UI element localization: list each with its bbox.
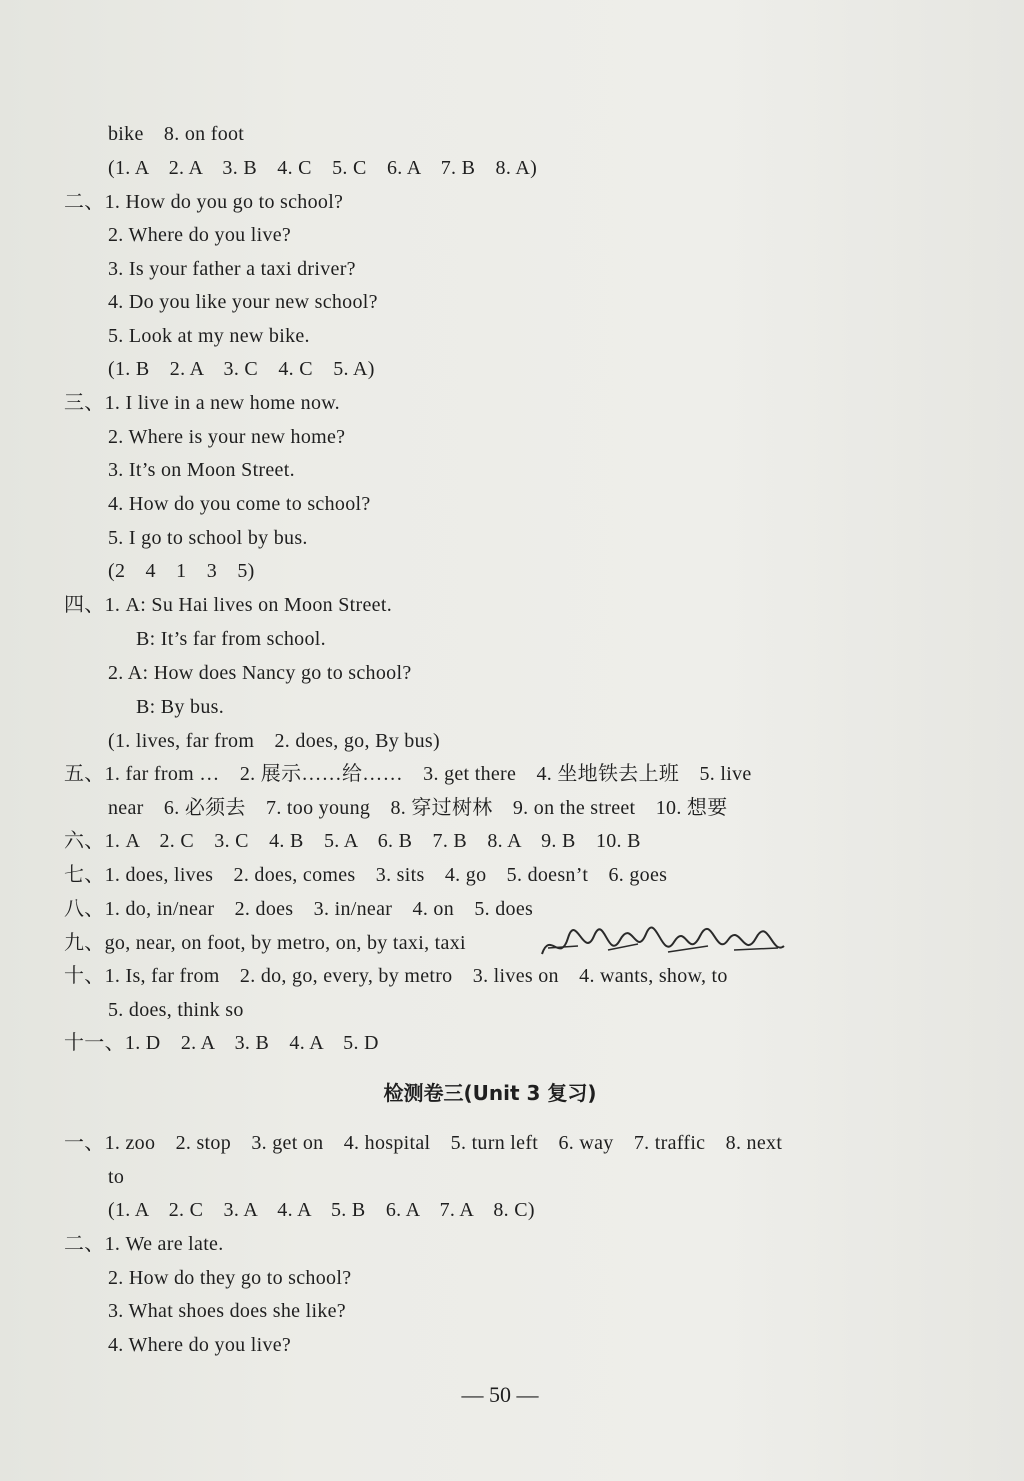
answer-line: 3. Is your father a taxi driver? (108, 258, 356, 280)
answer-line: 4. Where do you live? (108, 1334, 292, 1356)
section-6-heading: 六、1. A 2. C 3. C 4. B 5. A 6. B 7. B 8. A 9. B 10. B (64, 830, 641, 852)
section-3-heading: 三、1. I live in a new home now. (64, 392, 340, 414)
answer-line: B: By bus. (136, 696, 225, 718)
section-11-heading: 十一、1. D 2. A 3. B 4. A 5. D (64, 1032, 379, 1054)
answer-line: 2. Where do you live? (108, 224, 292, 246)
answer-line: (1. A 2. A 3. B 4. C 5. C 6. A 7. B 8. A) (108, 157, 538, 179)
answer-line: 3. What shoes does she like? (108, 1300, 346, 1322)
answer-line: (2 4 1 3 5) (108, 560, 255, 582)
section-title: 检测卷三(Unit 3 复习) (383, 1081, 597, 1105)
section-9-heading: 九、go, near, on foot, by metro, on, by taxi, taxi (64, 932, 466, 954)
answer-line: near 6. 必须去 7. too young 8. 穿过树林 9. on the street 10. 想要 (108, 797, 728, 819)
answer-line: to (108, 1166, 125, 1188)
answer-line: 3. It’s on Moon Street. (108, 459, 295, 481)
answer-line: 5. does, think so (108, 999, 244, 1021)
section-4-heading: 四、1. A: Su Hai lives on Moon Street. (64, 594, 393, 616)
page-number: — 50 — (461, 1382, 539, 1407)
section-2-heading: 二、1. How do you go to school? (64, 191, 344, 213)
section-2-heading: 二、1. We are late. (64, 1233, 224, 1255)
handwritten-scribble (538, 924, 788, 968)
section-8-heading: 八、1. do, in/near 2. does 3. in/near 4. on 5. does (64, 898, 534, 920)
answer-line: 2. How do they go to school? (108, 1267, 352, 1289)
answer-line: 2. A: How does Nancy go to school? (108, 662, 412, 684)
section-1-heading: 一、1. zoo 2. stop 3. get on 4. hospital 5. turn left 6. way 7. traffic 8. next (64, 1132, 783, 1154)
answer-line: B: It’s far from school. (136, 628, 326, 650)
section-7-heading: 七、1. does, lives 2. does, comes 3. sits 4. go 5. doesn’t 6. goes (64, 864, 668, 886)
answer-line: (1. B 2. A 3. C 4. C 5. A) (108, 358, 375, 380)
answer-line: 2. Where is your new home? (108, 426, 346, 448)
answer-line: (1. lives, far from 2. does, go, By bus) (108, 730, 440, 752)
answer-line: 5. I go to school by bus. (108, 527, 308, 549)
answer-line: (1. A 2. C 3. A 4. A 5. B 6. A 7. A 8. C) (108, 1199, 535, 1221)
answer-line: bike 8. on foot (108, 123, 245, 145)
answer-line: 4. How do you come to school? (108, 493, 371, 515)
section-5-heading: 五、1. far from … 2. 展示……给…… 3. get there 4. 坐地铁去上班 5. live (64, 763, 752, 785)
answer-line: 4. Do you like your new school? (108, 291, 378, 313)
answer-line: 5. Look at my new bike. (108, 325, 310, 347)
section-10-heading: 十、1. Is, far from 2. do, go, every, by metro 3. lives on 4. wants, show, to (64, 965, 728, 987)
